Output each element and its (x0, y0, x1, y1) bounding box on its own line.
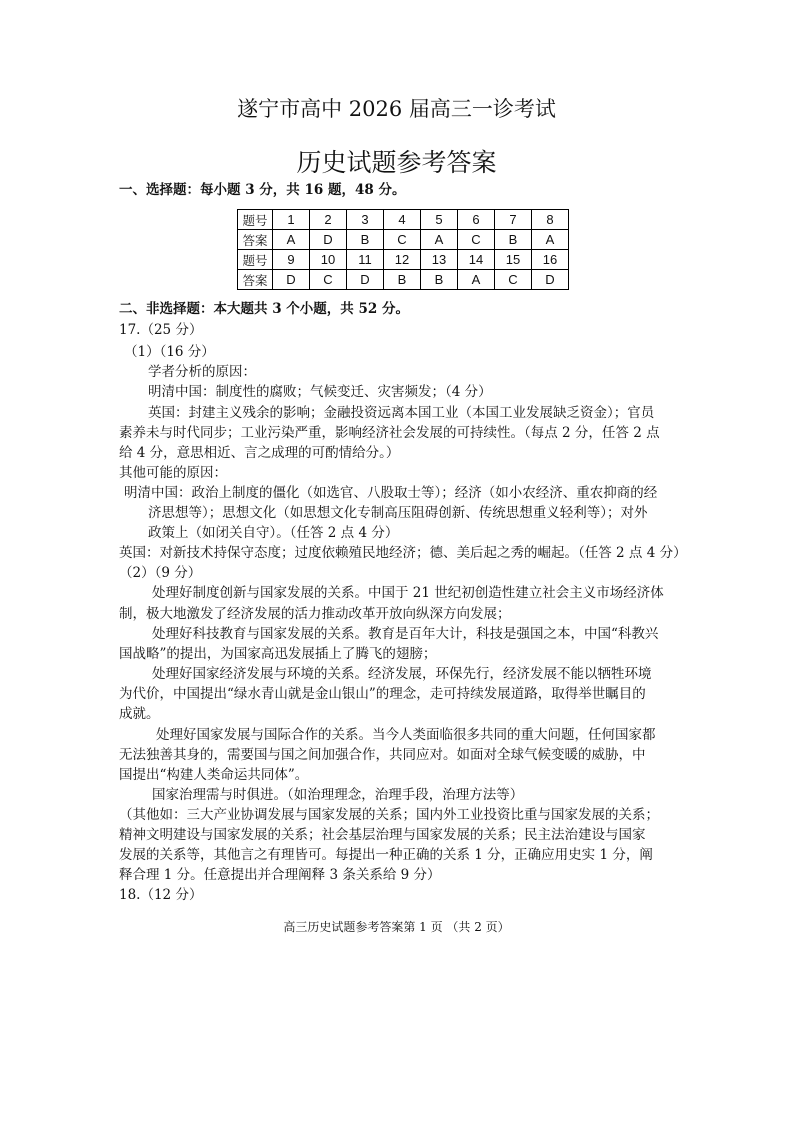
table-cell: 13 (421, 250, 458, 270)
answer-line: 明清中国：制度性的腐败；气候变迁、灾害频发；（4 分） (148, 384, 492, 400)
table-cell: C (310, 270, 347, 290)
table-cell: D (347, 270, 384, 290)
table-row (238, 270, 569, 290)
table-row (238, 230, 569, 250)
page-footer: 高三历史试题参考答案第 1 页 （共 2 页） (283, 920, 510, 934)
answer-line: 国提出“构建人类命运共同体”。 (119, 767, 309, 783)
table-cell: C (458, 230, 495, 250)
answer-line: 其他可能的原因： (119, 465, 227, 481)
answer-line: 为代价，中国提出“绿水青山就是金山银山”的理念，走可持续发展道路，取得举世瞩目的 (119, 686, 646, 702)
table-row-label: 答案 (238, 270, 273, 290)
table-cell: 12 (384, 250, 421, 270)
q17-part1-label: （1）（16 分） (124, 344, 215, 360)
table-cell: 10 (310, 250, 347, 270)
table-row (238, 250, 569, 270)
table-cell: D (532, 270, 569, 290)
table-cell: 8 (532, 210, 569, 230)
answer-line: 国家治理需与时俱进。（如治理理念，治理手段，治理方法等） (152, 787, 524, 803)
answer-line: 处理好国家发展与国际合作的关系。当今人类面临很多共同的重大问题，任何国家都 (156, 727, 656, 743)
q18-number: 18.（12 分） (119, 887, 203, 903)
table-row-label: 题号 (238, 210, 273, 230)
table-cell: 3 (347, 210, 384, 230)
answer-line: 处理好制度创新与国家发展的关系。中国于 21 世纪初创造性建立社会主义市场经济体 (152, 585, 664, 601)
table-cell: A (273, 230, 310, 250)
answer-line: 给 4 分，意思相近、言之成理的可酌情给分。） (119, 445, 400, 461)
table-row-label: 题号 (238, 250, 273, 270)
answer-line: 英国：封建主义残余的影响；金融投资远离本国工业（本国工业发展缺乏资金）；官员 (148, 405, 655, 421)
table-cell: C (384, 230, 421, 250)
table-cell: 7 (495, 210, 532, 230)
answer-line: 精神文明建设与国家发展的关系；社会基层治理与国家发展的关系；民主法治建设与国家 (119, 827, 646, 843)
exam-title: 遂宁市高中 2026 届高三一诊考试 (237, 97, 556, 121)
answer-line: 成就。 (119, 706, 160, 722)
table-row-label: 答案 (238, 230, 273, 250)
table-cell: 16 (532, 250, 569, 270)
answer-line: 国战略”的提出，为国家高迅发展插上了腾飞的翅膀； (119, 646, 437, 662)
table-cell: A (458, 270, 495, 290)
q17-number: 17.（25 分） (119, 322, 203, 338)
section1-heading: 一、选择题：每小题 3 分，共 16 题，48 分。 (119, 182, 406, 198)
answer-line: 无法独善其身的，需要国与国之间加强合作，共同应对。如面对全球气候变暖的威胁，中 (119, 747, 646, 763)
table-cell: B (421, 270, 458, 290)
answer-line: 制，极大地激发了经济发展的活力推动改革开放向纵深方向发展； (119, 606, 511, 622)
q17-part2-label: （2）（9 分） (119, 565, 202, 581)
answer-line: （其他如：三大产业协调发展与国家发展的关系；国内外工业投资比重与国家发展的关系； (119, 807, 659, 823)
answer-line: 政策上（如闭关自守）。（任答 2 点 4 分） (148, 525, 399, 541)
answer-line: 发展的关系等，其他言之有理皆可。每提出一种正确的关系 1 分，正确应用史实 1 分，阐 (119, 847, 653, 863)
answer-line: 明清中国：政治上制度的僵化（如选官、八股取士等）；经济（如小农经济、重农抑商的经 (124, 485, 658, 501)
table-cell: 6 (458, 210, 495, 230)
document-title: 历史试题参考答案 (296, 148, 497, 177)
table-cell: 1 (273, 210, 310, 230)
answer-line: 处理好科技教育与国家发展的关系。教育是百年大计，科技是强国之本，中国“科教兴 (152, 626, 659, 642)
table-cell: A (421, 230, 458, 250)
table-cell: 2 (310, 210, 347, 230)
table-cell: 4 (384, 210, 421, 230)
table-cell: C (495, 270, 532, 290)
answer-table (237, 209, 569, 290)
answer-line: 英国：对新技术持保守态度；过度依赖殖民地经济；德、美后起之秀的崛起。（任答 2 点 4 分） (119, 545, 687, 561)
answer-line: 释合理 1 分。任意提出并合理阐释 3 条关系给 9 分） (119, 867, 441, 883)
table-cell: 14 (458, 250, 495, 270)
table-cell: 9 (273, 250, 310, 270)
answer-line: 学者分析的原因： (148, 364, 256, 380)
table-row (238, 210, 569, 230)
answer-line: 处理好国家经济发展与环境的关系。经济发展，环保先行，经济发展不能以牺牲环境 (152, 666, 652, 682)
table-cell: B (495, 230, 532, 250)
table-cell: 5 (421, 210, 458, 230)
table-cell: B (384, 270, 421, 290)
section2-heading: 二、非选择题：本大题共 3 个小题，共 52 分。 (119, 301, 409, 317)
answer-line: 济思想等）；思想文化（如思想文化专制高压阻碍创新、传统思想重义轻利等）；对外 (148, 505, 648, 521)
answer-line: 素养未与时代同步；工业污染严重，影响经济社会发展的可持续性。（每点 2 分，任答 2 点 (119, 425, 660, 441)
table-cell: B (347, 230, 384, 250)
table-cell: D (273, 270, 310, 290)
table-cell: 15 (495, 250, 532, 270)
table-cell: A (532, 230, 569, 250)
table-cell: 11 (347, 250, 384, 270)
table-cell: D (310, 230, 347, 250)
